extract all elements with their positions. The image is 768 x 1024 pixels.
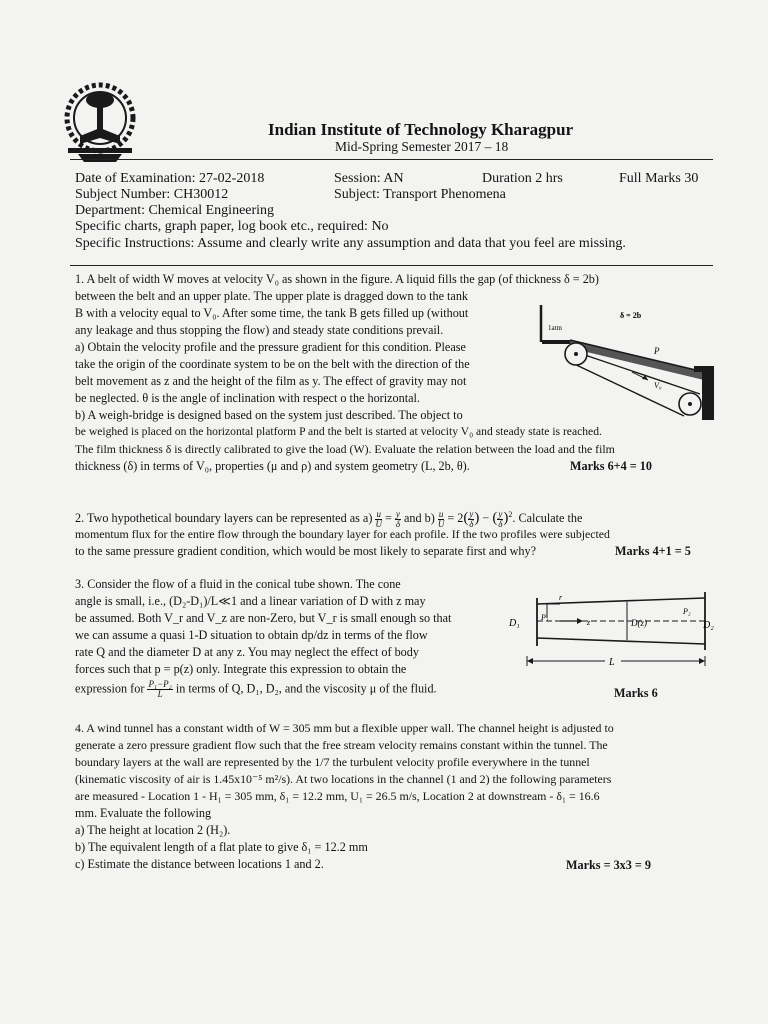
specific-charts: Specific charts, graph paper, log book etc., required: No [75, 219, 389, 234]
q3-last-prefix: expression for [75, 681, 145, 696]
full-marks: Full Marks 30 [619, 171, 699, 186]
q2-eq-a-rhs: $\frac{y}{\delta}$ [395, 508, 401, 529]
fig1-atm-label: 1atm [548, 324, 562, 332]
fig3-dz: D(z) [631, 618, 647, 628]
q1-line: take the origin of the coordinate system to be on the belt with the direction of the [75, 357, 470, 371]
fig3-l: L [609, 657, 615, 668]
q1-line: be weighed is placed on the horizontal platform P and the belt is started at velocity V₀ and steady state is reached. [75, 425, 602, 438]
fig1-delta-label: δ = 2b [620, 311, 642, 320]
q2-mid: and b) [403, 511, 435, 526]
department: Department: Chemical Engineering [75, 203, 275, 218]
fig1-v-label: V₀ [654, 381, 662, 390]
info-divider [70, 265, 713, 266]
q4-marks: Marks = 3x3 = 9 [566, 858, 651, 872]
q3-line: forces such that p = p(z) only. Integrate this expression to obtain the [75, 662, 407, 676]
q3-line: we can assume a quasi 1-D situation to obtain dp/dz in terms of the flow [75, 628, 428, 642]
q1-line: 1. A belt of width W moves at velocity V₀ as shown in the figure. A liquid fills the gap (of thickness δ = 2b) [75, 272, 599, 286]
fig3-z: z [587, 618, 591, 627]
institute-name: Indian Institute of Technology Kharagpur [268, 120, 574, 139]
q1-marks: Marks 6+4 = 10 [570, 459, 652, 473]
q4-line: (kinematic viscosity of air is 1.45x10⁻⁵ m²/s). At two locations in the channel (1 and 2) the following parameters [75, 772, 612, 786]
q2-line-3: to the same pressure gradient condition, which would be most likely to separate first and why? [75, 544, 536, 558]
q1-line: any leakage and thus stopping the flow) and steady state conditions prevail. [75, 323, 444, 337]
subject-name: Subject: Transport Phenomena [334, 187, 506, 202]
q3-line: angle is small, i.e., (D₂-D₁)/L≪1 and a linear variation of D with z may [75, 594, 426, 608]
belt-figure [536, 300, 716, 422]
q2-suffix: . Calculate the [512, 511, 583, 526]
q4-line: b) The equivalent length of a flat plate to give δ₁ = 12.2 mm [75, 840, 368, 854]
fig1-p-label: P [654, 346, 660, 356]
q1-line: belt movement as z and the height of the film as y. The effect of gravity may not [75, 374, 467, 388]
q1-line: thickness (δ) in terms of V₀, properties (μ and ρ) and system geometry (L, 2b, θ). [75, 459, 470, 473]
q2-eq-a-lhs: $\frac{u}{U}$ [375, 508, 382, 529]
q1-line: The film thickness δ is directly calibrated to give the load (W). Evaluate the relation between the load and the film [75, 442, 615, 456]
q3-line: rate Q and the diameter D at any z. You may neglect the effect of body [75, 645, 419, 659]
q1-line: B with a velocity equal to V₀. After some time, the tank B gets filled up (without [75, 306, 469, 320]
fig3-d1: D₁ [509, 618, 520, 629]
q4-line: are measured - Location 1 - H₁ = 305 mm, δ₁ = 12.2 mm, U₁ = 26.5 m/s, Location 2 at downstream - δ₁ = 16.6 [75, 789, 600, 803]
q2-line-2: momentum flux for the entire flow through the boundary layer for each profile. If the two profiles were subjected [75, 527, 610, 541]
q4-line: generate a zero pressure gradient flow such that the free stream velocity remains constant within the tunnel. The [75, 738, 608, 752]
q2-line-1: 2. Two hypothetical boundary layers can be represented as a) $\frac{u}{U}$ = $\frac{y}{\delta}$ and b) $\frac{u}{U}$ = 2( $\frac{y}{\delta}$ ) − ( $\frac{y}{\delta}$ )$^2$. Calculate the [75, 508, 583, 529]
cone-figure [505, 588, 720, 676]
q1-line: between the belt and an upper plate. The upper plate is dragged down to the tank [75, 289, 469, 303]
q3-line-last [75, 680, 437, 699]
q2-eq-b-term1: $\frac{y}{\delta}$ [469, 508, 474, 529]
fig3-p1: P₁ [541, 613, 549, 622]
q3-line: 3. Consider the flow of a fluid in the conical tube shown. The cone [75, 577, 401, 591]
fig3-r: r [559, 593, 563, 602]
q2-eq-b-term2: $\frac{y}{\delta}$ [498, 508, 503, 529]
specific-instructions: Specific Instructions: Assume and clearly write any assumption and data that you feel are missing. [75, 236, 626, 251]
q3-line: be assumed. Both V_r and V_z are non-Zero, but V_r is small enough so that [75, 611, 452, 625]
q1-line: a) Obtain the velocity profile and the pressure gradient for this condition. Please [75, 340, 466, 354]
exam-duration: Duration 2 hrs [482, 171, 563, 186]
q3-marks: Marks 6 [614, 686, 658, 700]
fig3-d2: D₂ [703, 620, 714, 631]
subject-number: Subject Number: CH30012 [75, 187, 229, 202]
q4-line: mm. Evaluate the following [75, 806, 212, 820]
q2-eq-b-lhs: $\frac{u}{U}$ [437, 508, 445, 529]
q4-line: 4. A wind tunnel has a constant width of W = 305 mm but a flexible upper wall. The channel height is adjusted to [75, 721, 614, 735]
q1-line: b) A weigh-bridge is designed based on the system just described. The object to [75, 408, 463, 422]
exam-date: Date of Examination: 27-02-2018 [75, 171, 265, 186]
q2-marks: Marks 4+1 = 5 [615, 544, 691, 558]
header-divider [70, 159, 713, 160]
q3-pressure-fraction: $\frac{\text{P₁−P₂}}{L}$ [148, 679, 172, 699]
exam-session: Session: AN [334, 171, 404, 186]
iit-kgp-logo [50, 78, 150, 166]
q3-last-suffix: in terms of Q, D₁, D₂, and the viscosity μ of the fluid. [175, 681, 437, 696]
q4-line: c) Estimate the distance between locations 1 and 2. [75, 857, 324, 871]
q1-line: be neglected. θ is the angle of inclination with respect o the horizontal. [75, 391, 420, 405]
fig3-p2: P₂ [683, 607, 691, 616]
q4-line: a) The height at location 2 (H₂). [75, 823, 231, 837]
q4-line: boundary layers at the wall are represented by the 1/7 the turbulent velocity profile everywhere in the tunnel [75, 755, 590, 769]
q2-prefix: 2. Two hypothetical boundary layers can be represented as a) [75, 511, 373, 526]
semester-title: Mid-Spring Semester 2017 – 18 [335, 139, 509, 154]
